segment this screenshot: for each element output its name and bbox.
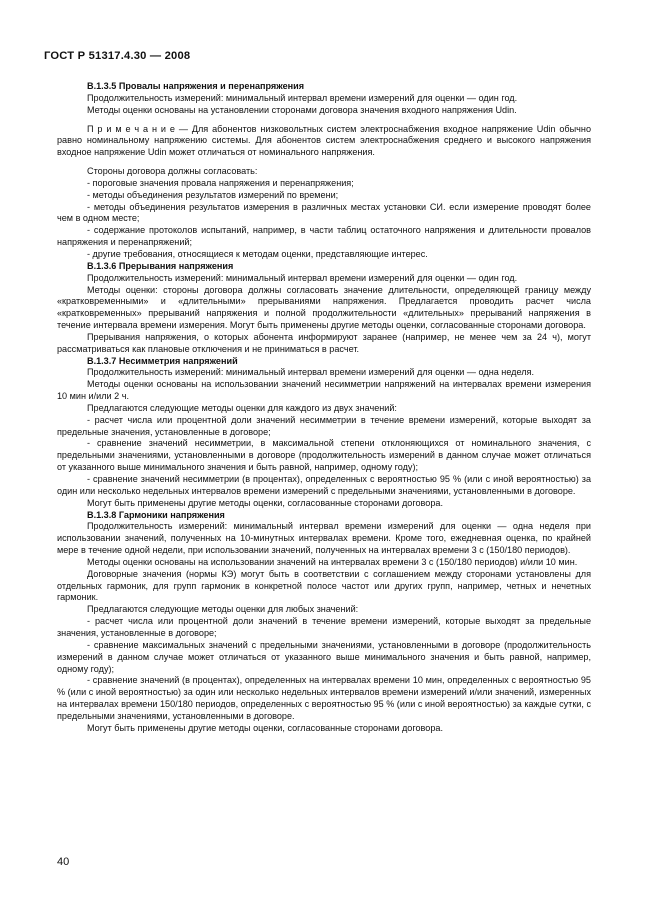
paragraph: - содержание протоколов испытаний, например, в части таблиц остаточного напряжения и длительности провалов напряжения и перенапряжений; xyxy=(57,225,591,248)
paragraph-gap xyxy=(57,117,591,124)
standard-header: ГОСТ Р 51317.4.30 — 2008 xyxy=(44,50,191,62)
paragraph: - расчет числа или процентной доли значений несимметрии в течение времени измерений, которые выходят за предельные значения, установленные в договоре; xyxy=(57,414,591,437)
paragraph: - другие требования, относящиеся к методам оценки, представляющие интерес. xyxy=(87,248,428,259)
section-heading: В.1.3.6 Прерывания напряжения xyxy=(87,260,234,271)
paragraph: - сравнение максимальных значений с предельными значениями, установленными в договоре (продолжительность измерений в данном случае может отличаться от указанного выше минимального значения и быть равной, например, одному году); xyxy=(57,639,591,674)
paragraph: Методы оценки основаны на использовании значений на интервалах времени 3 с (150/180 периодов) и/или 10 мин. xyxy=(87,556,578,567)
section-heading: В.1.3.8 Гармоники напряжения xyxy=(87,509,225,520)
paragraph: Могут быть применены другие методы оценки, согласованные сторонами договора. xyxy=(87,722,443,733)
paragraph: Предлагаются следующие методы оценки для любых значений: xyxy=(87,604,359,615)
page-number: 40 xyxy=(57,856,70,868)
paragraph: Методы оценки: стороны договора должны согласовать значение длительности, определяющей границу между «кратковременными» и «длительными» прерываниями напряжения. Предлагается проводить расчет числа «кратковременных» прерываний напряжения и полной продолжительности «длительных» прерываний напряжения в течение интервала времени измерения. Могут быть применены другие методы оценки, согласованные сторонами договора. xyxy=(57,284,591,331)
paragraph: Предлагаются следующие методы оценки для каждого из двух значений: xyxy=(87,402,397,413)
paragraph: Методы оценки основаны на установлении сторонами договора значения входного напряжения Udin. xyxy=(87,104,517,115)
paragraph: Могут быть применены другие методы оценки, согласованные сторонами договора. xyxy=(87,497,443,508)
paragraph: Продолжительность измерений: минимальный интервал времени измерений для оценки — одна неделя. xyxy=(87,367,535,378)
paragraph: Методы оценки основаны на использовании значений несимметрии напряжений на интервалах времени измерения 10 мин и/или 2 ч. xyxy=(57,379,591,402)
paragraph-gap xyxy=(57,159,591,166)
paragraph: Договорные значения (нормы КЭ) могут быть в соответствии с соглашением между сторонами установлены для отдельных гармоник, для групп гармоник в конкретной полосе частот или других групп, например, четных и нечетных гармоник. xyxy=(57,568,591,603)
paragraph: П р и м е ч а н и е — Для абонентов низковольтных систем электроснабжения входное напряжение Udin обычно равно номинальному напряжению системы. Для абонентов систем электроснабжения среднего и высокого напряжения входное напряжение Udin может отличаться от номинального напряжения. xyxy=(57,123,591,158)
paragraph: - методы объединения результатов измерений по времени; xyxy=(87,189,339,200)
paragraph: Продолжительность измерений: минимальный интервал времени измерений для оценки — один год. xyxy=(87,92,518,103)
paragraph: - методы объединения результатов измерения в различных местах установки СИ. если измерение проводят более чем в одном месте; xyxy=(57,201,591,224)
paragraph: Продолжительность измерений: минимальный интервал времени измерений для оценки — одна неделя при использовании значений, полученных на 10-минутных интервалах времени. Кроме того, ежедневная оценка, по крайней мере в течение одной недели, при использовании значений, полученных на интервалах времени 3 с (150/180 периодов). xyxy=(57,521,591,556)
paragraph: - сравнение значений несимметрии (в процентах), определенных с вероятностью 95 % (или с иной вероятностью) за один или несколько недельных интервалов времени измерений с предельными значениями, установленными в договоре. xyxy=(57,474,591,496)
section-heading: В.1.3.5 Провалы напряжения и перенапряжения xyxy=(87,81,305,91)
document-body xyxy=(57,81,591,735)
paragraph: - сравнение значений несимметрии, в максимальной степени отклоняющихся от номинального значения, с предельными значениями, установленными в договоре (продолжительность измерений в данном случае может отличаться от указанного выше минимального значения и быть равной, например, одному году); xyxy=(57,438,591,473)
paragraph: Прерывания напряжения, о которых абонента информируют заранее (например, не менее чем за 24 ч), могут рассматриваться как плановые отключения и не приниматься в расчет. xyxy=(57,331,591,354)
paragraph: - пороговые значения провала напряжения и перенапряжения; xyxy=(87,177,354,188)
paragraph: - сравнение значений (в процентах), определенных на интервалах времени 10 мин, определенных с вероятностью 95 % (или с иной вероятностью) за один или несколько недельных интервалов времени измерений и/или значений, измеренных на интервалах времени 150/180 периодов, определенных с вероятностью 95 % (или с иной вероятностью) за каждые сутки, с предельными значениями, установленными в договоре. xyxy=(57,675,591,721)
paragraph: Стороны договора должны согласовать: xyxy=(87,166,258,177)
paragraph: Продолжительность измерений: минимальный интервал времени измерений для оценки — один год. xyxy=(87,272,518,283)
section-heading: В.1.3.7 Несимметрия напряжений xyxy=(87,355,238,366)
paragraph: - расчет числа или процентной доли значений в течение времени измерений, которые выходят за предельные значения, установленные в договоре; xyxy=(57,616,591,638)
